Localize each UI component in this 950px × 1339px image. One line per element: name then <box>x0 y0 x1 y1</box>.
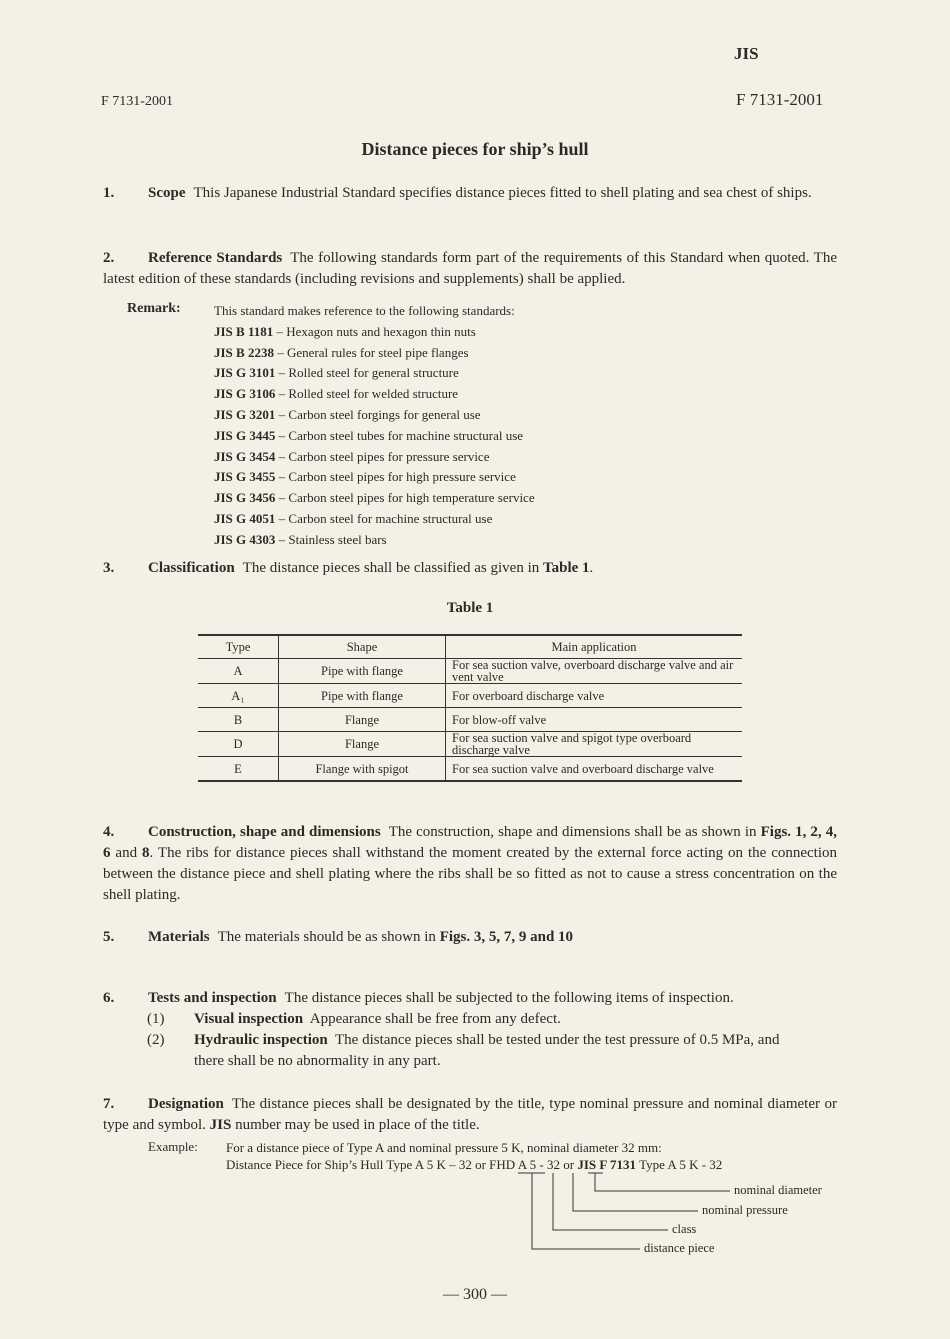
section-scope: 1. Scope This Japanese Industrial Standard specifies distance pieces fitted to shell plating and sea chest of ships. <box>103 185 812 201</box>
leader-nominal-diameter <box>588 1173 730 1191</box>
section-designation: 7. Designation The distance pieces shall be designated by the title, type nominal pressure and nominal diameter or type and symbol. JIS number may be used in place of the title. <box>103 1096 837 1133</box>
table-row: D Flange For sea suction valve and spigot type overboard discharge valve <box>198 732 742 757</box>
section-reference-standards: 2. Reference Standards The following standards form part of the requirements of this Standard when quoted. The latest edition of these standards (including revisions and supplements) shall be applied. <box>103 250 837 287</box>
page-number: — 300 — <box>443 1286 507 1303</box>
list-item: JIS B 1181 – Hexagon nuts and hexagon thin nuts <box>214 323 476 339</box>
leader-label: distance piece <box>644 1241 715 1255</box>
leader-label: nominal pressure <box>702 1203 788 1217</box>
list-item: JIS G 4051 – Carbon steel for machine structural use <box>214 510 493 526</box>
list-item: JIS G 3456 – Carbon steel pipes for high temperature service <box>214 490 535 506</box>
list-item: JIS G 3106 – Rolled steel for welded structure <box>214 386 459 402</box>
table-row: A₁ Pipe with flange For overboard discharge valve <box>198 684 742 708</box>
table-row: A Pipe with flange For sea suction valve, overboard discharge valve and air vent valve <box>198 659 742 684</box>
section-classification: 3. Classification The distance pieces shall be classified as given in Table 1. <box>103 560 594 576</box>
section-tests: 6. Tests and inspection The distance pieces shall be subjected to the following items of inspection. <box>103 990 734 1006</box>
list-item: JIS G 3454 – Carbon steel pipes for pressure service <box>214 448 490 464</box>
list-item: JIS G 3101 – Rolled steel for general structure <box>214 365 459 381</box>
remark-intro: This standard makes reference to the following standards: <box>214 303 515 318</box>
list-item: JIS G 3455 – Carbon steel pipes for high pressure service <box>214 469 516 485</box>
table-row: E Flange with spigot For sea suction valve and overboard discharge valve <box>198 757 742 782</box>
header-doc-number-right: F 7131-2001 <box>736 90 824 109</box>
header-org: JIS <box>734 44 759 63</box>
page-title: Distance pieces for ship’s hull <box>361 139 589 159</box>
example-label: Example: <box>148 1139 198 1154</box>
list-item: JIS G 3445 – Carbon steel tubes for machine structural use <box>214 427 524 443</box>
leader-label: class <box>672 1222 697 1236</box>
list-item: JIS G 3201 – Carbon steel forgings for general use <box>214 406 481 422</box>
header-doc-number-left: F 7131-2001 <box>101 94 173 109</box>
section-materials: 5. Materials The materials should be as shown in Figs. 3, 5, 7, 9 and 10 <box>103 929 574 945</box>
leader-class <box>553 1173 668 1230</box>
leader-label: nominal diameter <box>734 1183 822 1197</box>
test-item-hydraulic: (2) Hydraulic inspection The distance pieces shall be tested under the test pressure of 0.5 MPa, and there shall be no abnormality in any part. <box>147 1032 780 1069</box>
leader-nominal-pressure <box>573 1173 698 1211</box>
test-item-visual: (1) Visual inspection Appearance shall be free from any defect. <box>147 1011 561 1027</box>
remark-label: Remark: <box>127 301 181 316</box>
table-row: B Flange For blow-off valve <box>198 708 742 732</box>
section-construction: 4. Construction, shape and dimensions The construction, shape and dimensions shall be as shown in Figs. 1, 2, 4, 6 and 8. The ribs for distance pieces shall withstand the moment created by the external force acting on the connection between the distance piece and shell plating where the ribs shall be so fitted as not to cause a stress concentration on the shell plating. <box>103 824 838 903</box>
list-item: JIS B 2238 – General rules for steel pipe flanges <box>214 344 469 360</box>
list-item: JIS G 4303 – Stainless steel bars <box>214 531 387 547</box>
table-header: Shape <box>279 635 446 659</box>
table-caption: Table 1 <box>446 600 494 616</box>
table-header: Type <box>198 635 279 659</box>
example-text: For a distance piece of Type A and nominal pressure 5 K, nominal diameter 32 mm: Distance Piece for Ship’s Hull Type A 5 K – 32 or FHD A 5 - 32 or JIS F 7131 Type A 5 K - 32 <box>226 1140 723 1172</box>
table-header: Main application <box>446 635 743 659</box>
